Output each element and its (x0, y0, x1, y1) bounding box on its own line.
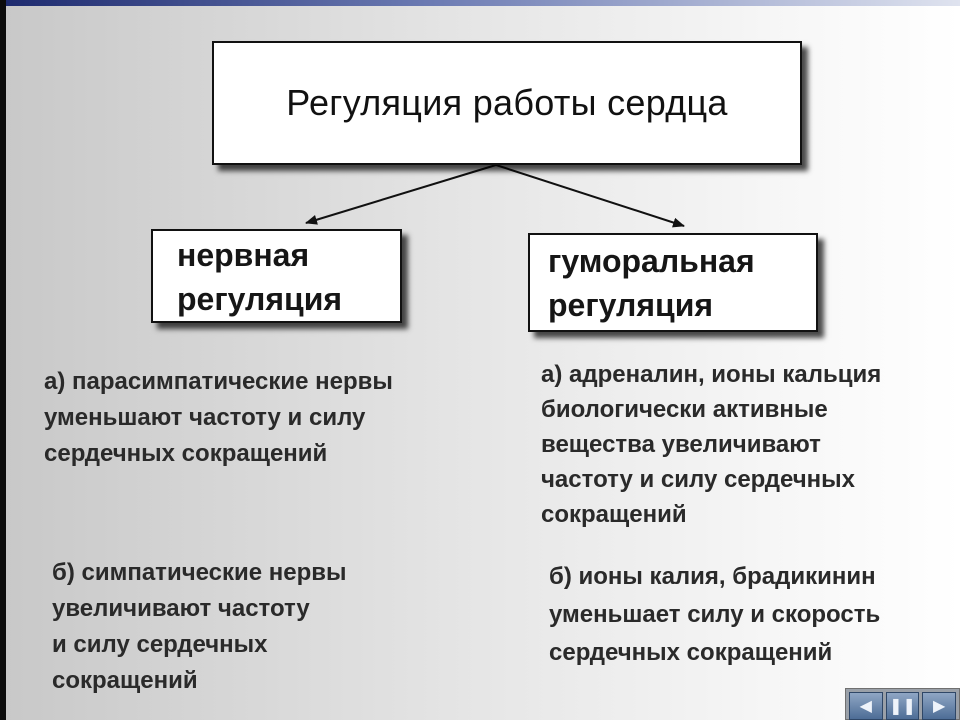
humoral-item-b: б) ионы калия, брадикинин уменьшает силу и скорость сердечных сокращений (549, 563, 881, 666)
nervous-regulation-label: нервная регуляция (177, 237, 343, 317)
arrow-to-nervous (306, 165, 496, 223)
humoral-regulation-label: гуморальная регуляция (548, 243, 755, 323)
nervous-item-a: а) парасимпатические нервы уменьшают частоту и силу сердечных сокращений (44, 368, 393, 467)
previous-icon[interactable]: ◀ (849, 692, 883, 720)
next-icon[interactable]: ▶ (922, 692, 956, 720)
diagram-title: Регуляция работы сердца (286, 82, 728, 123)
nervous-regulation-box (151, 229, 402, 323)
arrow-to-humoral (496, 165, 684, 226)
humoral-item-a: а) адреналин, ионы кальция биологически активные вещества увеличивают частоту и силу сердечных сокращений (541, 361, 882, 528)
pause-icon[interactable]: ❚❚ (886, 692, 920, 720)
title-box (212, 41, 802, 165)
nervous-item-b: б) симпатические нервы увеличивают частоту и силу сердечных сокращений (52, 559, 347, 694)
humoral-regulation-box (528, 233, 818, 332)
slide-navigation (845, 688, 960, 720)
